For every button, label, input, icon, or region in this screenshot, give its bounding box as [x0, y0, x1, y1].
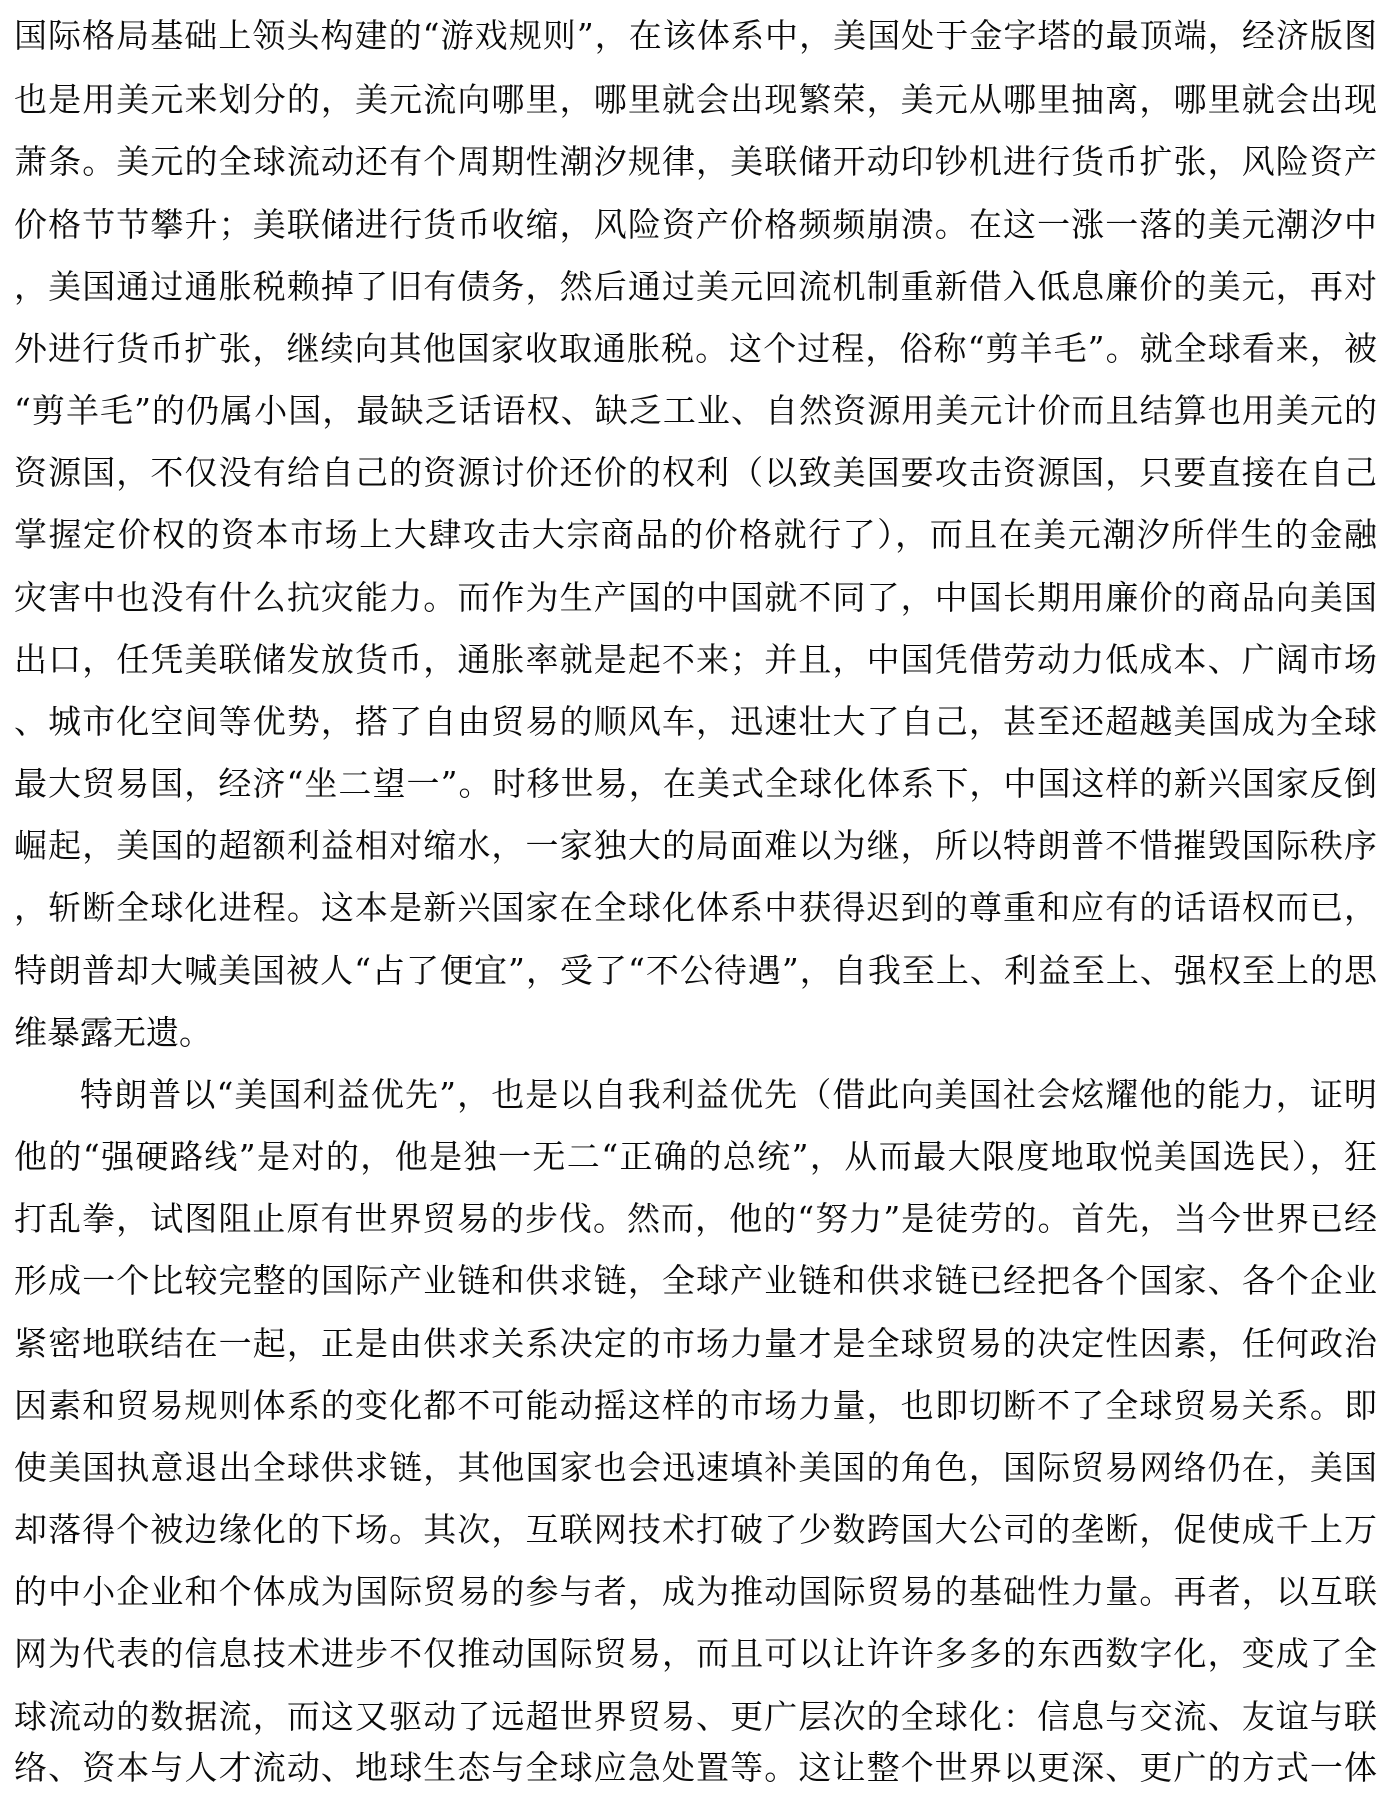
text-line: 特朗普却大喊美国被人“占了便宜”，受了“不公待遇”，自我至上、利益至上、强权至上的思 — [14, 951, 1377, 990]
text-line: 网为代表的信息技术进步不仅推动国际贸易，而且可以让许许多多的东西数字化，变成了全 — [14, 1634, 1377, 1673]
text-line: 他的“强硬路线”是对的，他是独一无二“正确的总统”，从而最大限度地取悦美国选民），狂 — [14, 1137, 1377, 1176]
text-line: 维暴露无遗。 — [14, 1013, 212, 1052]
text-line: 球流动的数据流，而这又驱动了远超世界贸易、更广层次的全球化：信息与交流、友谊与联 — [14, 1697, 1377, 1736]
text-line: 价格节节攀升；美联储进行货币收缩，风险资产价格频频崩溃。在这一涨一落的美元潮汐中 — [14, 205, 1377, 244]
text-line: 萧条。美元的全球流动还有个周期性潮汐规律，美联储开动印钞机进行货币扩张，风险资产 — [14, 142, 1377, 181]
text-line: 使美国执意退出全球供求链，其他国家也会迅速填补美国的角色，国际贸易网络仍在，美国 — [14, 1448, 1377, 1487]
text-line: ，美国通过通胀税赖掉了旧有债务，然后通过美元回流机制重新借入低息廉价的美元，再对 — [14, 267, 1377, 306]
text-line: 国际格局基础上领头构建的“游戏规则”，在该体系中，美国处于金字塔的最顶端，经济版图 — [14, 16, 1377, 55]
text-line: 形成一个比较完整的国际产业链和供求链，全球产业链和供求链已经把各个国家、各个企业 — [14, 1261, 1377, 1300]
text-line: 、城市化空间等优势，搭了自由贸易的顺风车，迅速壮大了自己，甚至还超越美国成为全球 — [14, 702, 1377, 741]
text-line: 掌握定价权的资本市场上大肆攻击大宗商品的价格就行了），而且在美元潮汐所伴生的金融 — [14, 515, 1377, 554]
text-line: 络、资本与人才流动、地球生态与全球应急处置等。这让整个世界以更深、更广的方式一体 — [14, 1748, 1377, 1787]
paragraph-first-line: 特朗普以“美国利益优先”，也是以自我利益优先（借此向美国社会炫耀他的能力，证明 — [80, 1075, 1377, 1114]
text-line: 灾害中也没有什么抗灾能力。而作为生产国的中国就不同了，中国长期用廉价的商品向美国 — [14, 578, 1377, 617]
text-line: 却落得个被边缘化的下场。其次，互联网技术打破了少数跨国大公司的垄断，促使成千上万 — [14, 1510, 1377, 1549]
text-line: 因素和贸易规则体系的变化都不可能动摇这样的市场力量，也即切断不了全球贸易关系。即 — [14, 1386, 1377, 1425]
text-line: 资源国，不仅没有给自己的资源讨价还价的权利（以致美国要攻击资源国，只要直接在自己 — [14, 453, 1377, 492]
text-line: 外进行货币扩张，继续向其他国家收取通胀税。这个过程，俗称“剪羊毛”。就全球看来，被 — [14, 329, 1377, 368]
text-line: 出口，任凭美联储发放货币，通胀率就是起不来；并且，中国凭借劳动力低成本、广阔市场 — [14, 640, 1377, 679]
text-line: 也是用美元来划分的，美元流向哪里，哪里就会出现繁荣，美元从哪里抽离，哪里就会出现 — [14, 80, 1377, 119]
text-line: “剪羊毛”的仍属小国，最缺乏话语权、缺乏工业、自然资源用美元计价而且结算也用美元的 — [14, 391, 1377, 430]
text-line: ，斩断全球化进程。这本是新兴国家在全球化体系中获得迟到的尊重和应有的话语权而已， — [14, 888, 1377, 927]
text-line: 紧密地联结在一起，正是由供求关系决定的市场力量才是全球贸易的决定性因素，任何政治 — [14, 1324, 1377, 1363]
text-line: 打乱拳，试图阻止原有世界贸易的步伐。然而，他的“努力”是徒劳的。首先，当今世界已经 — [14, 1199, 1377, 1238]
text-line: 最大贸易国，经济“坐二望一”。时移世易，在美式全球化体系下，中国这样的新兴国家反倒 — [14, 764, 1377, 803]
text-line: 崛起，美国的超额利益相对缩水，一家独大的局面难以为继，所以特朗普不惜摧毁国际秩序 — [14, 826, 1377, 865]
text-line: 的中小企业和个体成为国际贸易的参与者，成为推动国际贸易的基础性力量。再者，以互联 — [14, 1572, 1377, 1611]
